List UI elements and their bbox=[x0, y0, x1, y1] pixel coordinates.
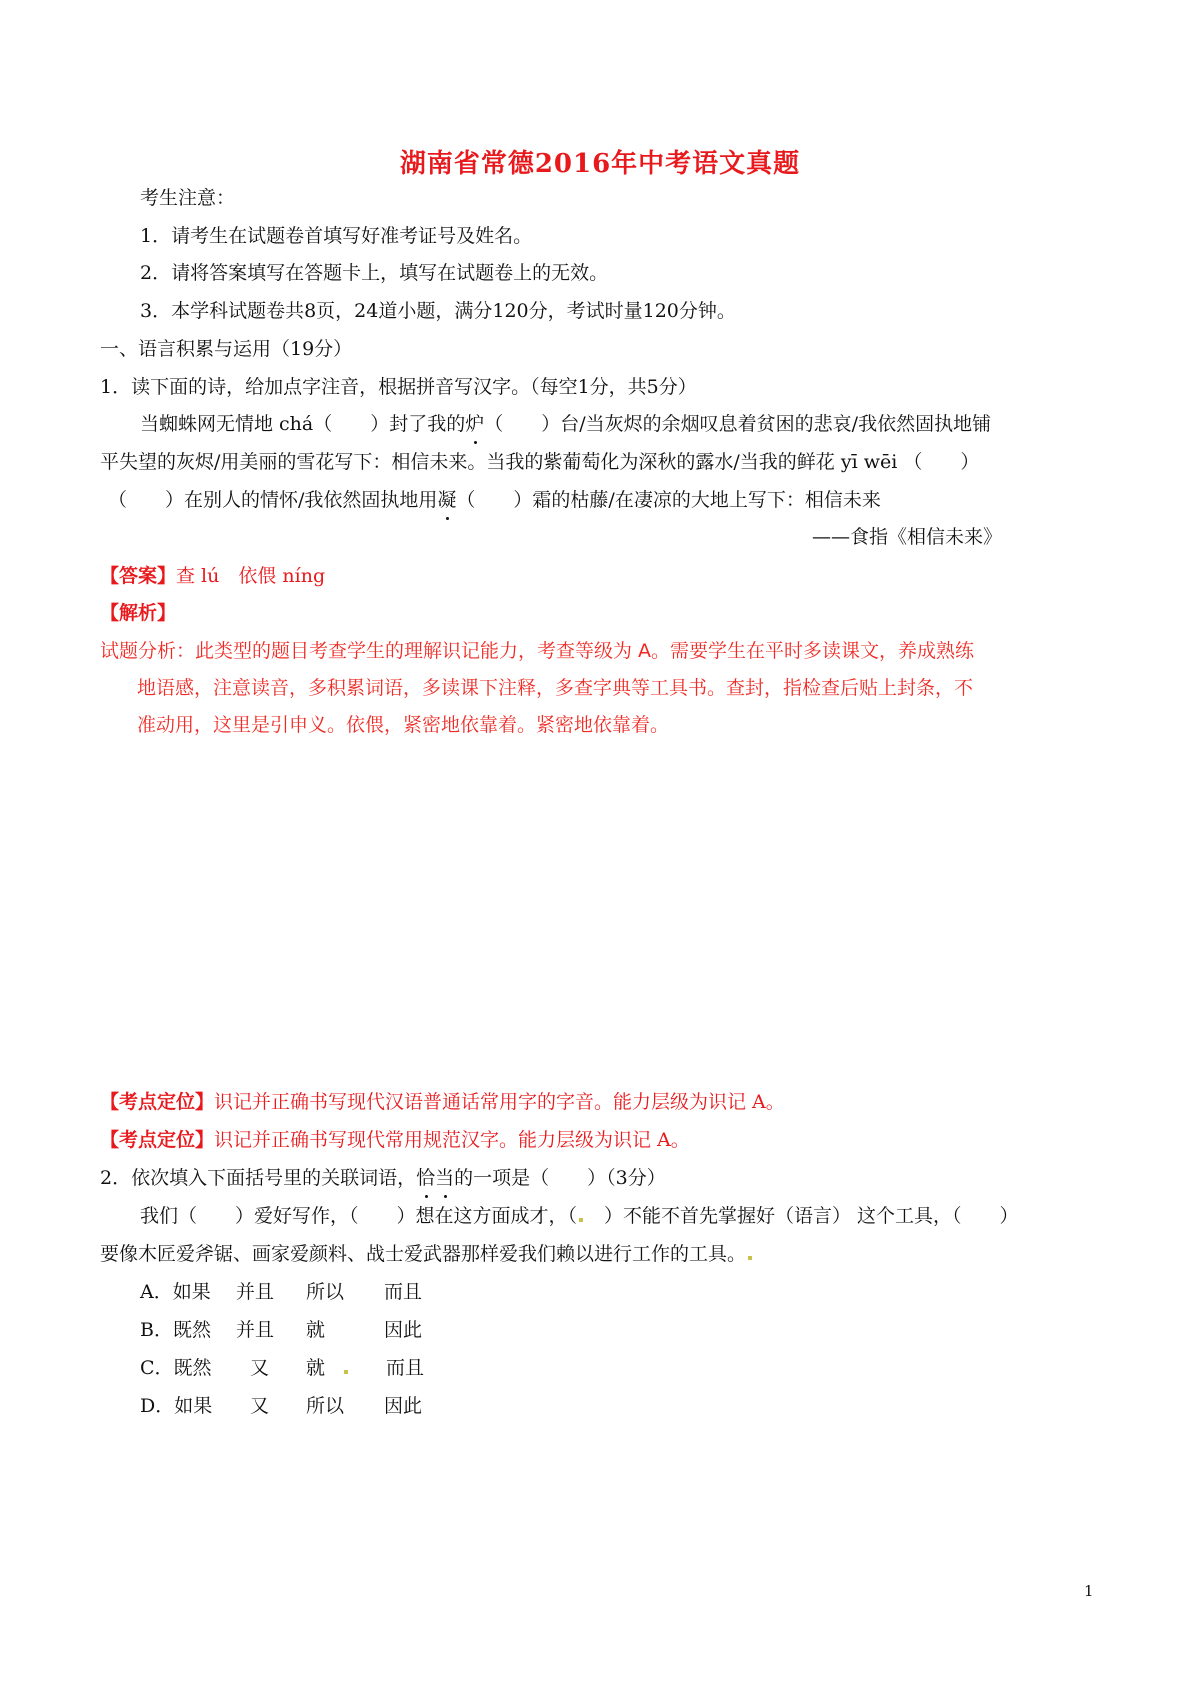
poem-text: （ ）台/当灰烬的余烟叹息着贫困的悲哀/我依然固执地铺 bbox=[484, 413, 992, 435]
option-word: 而且 bbox=[384, 1281, 423, 1303]
kaodian-label: 【考点定位】 bbox=[100, 1129, 215, 1151]
option-label: C．既然 bbox=[140, 1357, 212, 1379]
question-1-stem: 1．读下面的诗，给加点字注音，根据拼音写汉字。（每空1分，共5分） bbox=[100, 376, 697, 398]
option-word: 所以 bbox=[306, 1281, 345, 1303]
answer-label: 【答案】 bbox=[100, 565, 177, 587]
option-word: 因此 bbox=[384, 1319, 423, 1341]
option-a bbox=[140, 1278, 422, 1306]
option-b bbox=[140, 1316, 422, 1344]
option-label: D．如果 bbox=[140, 1395, 213, 1417]
kaodian-text: 识记并正确书写现代汉语普通话常用字的字音。能力层级为识记 A。 bbox=[214, 1091, 785, 1113]
marker-dot bbox=[579, 1218, 583, 1222]
option-word: 又 bbox=[250, 1395, 270, 1417]
analysis-label: 【解析】 bbox=[100, 602, 177, 624]
marker-wrap bbox=[342, 1354, 386, 1382]
q2-text: 要像木匠爱斧锯、画家爱颜料、战士爱武器那样爱我们赖以进行工作的工具。 bbox=[100, 1243, 747, 1265]
kaodian-line-1 bbox=[100, 1088, 785, 1116]
option-word: 所以 bbox=[306, 1395, 345, 1417]
section-heading: 一、语言积累与运用（19分） bbox=[100, 338, 353, 360]
page-title: 湖南省常德2016年中考语文真题 bbox=[399, 149, 801, 179]
answer-text: 查 lú 依偎 níng bbox=[176, 565, 326, 587]
option-word: 并且 bbox=[236, 1319, 275, 1341]
q2-text: 我们（ ）爱好写作，（ ）想在这方面成才，（ bbox=[140, 1205, 578, 1227]
analysis-line-1: 试题分析：此类型的题目考查学生的理解识记能力，考查等级为 A。需要学生在平时多读课文，养成熟练 bbox=[100, 640, 975, 662]
poem-line-1 bbox=[140, 410, 1010, 438]
option-word: 并且 bbox=[236, 1281, 275, 1303]
notice-item-3: 3．本学科试题卷共8页，24道小题，满分120分，考试时量120分钟。 bbox=[140, 300, 736, 322]
option-label: A．如果 bbox=[140, 1281, 211, 1303]
kaodian-label: 【考点定位】 bbox=[100, 1091, 215, 1113]
option-word: 就 bbox=[306, 1319, 326, 1341]
poem-line-2: 平失望的灰烬/用美丽的雪花写下：相信未来。当我的紫葡萄化为深秋的露水/当我的鲜花 yī wēi （ ） bbox=[100, 451, 980, 473]
option-label: B．既然 bbox=[140, 1319, 211, 1341]
poem-text: 当蜘蛛网无情地 chá（ ）封了我的 bbox=[140, 413, 466, 435]
analysis-line-2: 地语感，注意读音，多积累词语，多读课下注释，多查字典等工具书。查封，指检查后贴上封条，不 bbox=[137, 677, 974, 699]
answer-line bbox=[100, 562, 325, 590]
notice-heading: 考生注意： bbox=[140, 187, 236, 209]
marker-dot bbox=[344, 1370, 348, 1374]
dotted-char: 炉 bbox=[465, 410, 484, 438]
question-2-text-line-1 bbox=[140, 1202, 1019, 1230]
option-word: 就 bbox=[306, 1357, 326, 1379]
dotted-char: 恰 bbox=[416, 1164, 435, 1192]
poem-text: （ ）在别人的情怀/我依然固执地用 bbox=[108, 489, 438, 511]
option-word: 而且 bbox=[386, 1357, 425, 1379]
kaodian-line-2 bbox=[100, 1126, 690, 1154]
analysis-line-3: 准动用，这里是引申义。依偎，紧密地依靠着。紧密地依靠着。 bbox=[137, 714, 670, 736]
poem-text: （ ）霜的枯藤/在凄凉的大地上写下：相信未来 bbox=[456, 489, 881, 511]
question-2-text-line-2 bbox=[100, 1240, 754, 1268]
notice-item-1: 1．请考生在试题卷首填写好准考证号及姓名。 bbox=[140, 225, 533, 247]
option-c bbox=[140, 1354, 424, 1382]
option-d bbox=[140, 1392, 422, 1420]
notice-item-2: 2．请将答案填写在答题卡上，填写在试题卷上的无效。 bbox=[140, 262, 609, 284]
poem-source: ——食指《相信未来》 bbox=[812, 526, 1003, 548]
question-2-stem bbox=[100, 1164, 666, 1192]
poem-line-3 bbox=[108, 486, 881, 514]
kaodian-text: 识记并正确书写现代常用规范汉字。能力层级为识记 A。 bbox=[214, 1129, 690, 1151]
stem-text: 的一项是（ ）（3分） bbox=[454, 1167, 666, 1189]
stem-text: 2．依次填入下面括号里的关联词语， bbox=[100, 1167, 417, 1189]
option-word: 又 bbox=[250, 1357, 270, 1379]
marker-dot bbox=[748, 1256, 752, 1260]
dotted-char: 当 bbox=[435, 1164, 454, 1192]
dotted-char: 凝 bbox=[437, 486, 456, 514]
q2-text: ）不能不首先掌握好（语言） 这个工具，（ ） bbox=[585, 1205, 1019, 1227]
option-word: 因此 bbox=[384, 1395, 423, 1417]
page-number: 1 bbox=[1084, 1582, 1094, 1600]
